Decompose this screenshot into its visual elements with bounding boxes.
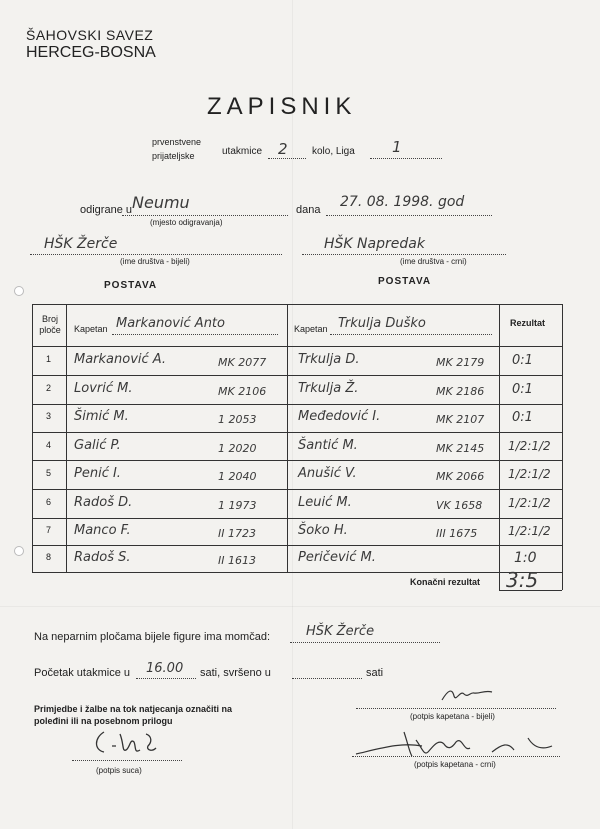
- sati-svrseno-label: sati, svršeno u: [200, 667, 271, 679]
- board-column-header: Broj ploče: [39, 314, 61, 335]
- white-player: Radoš D.: [74, 495, 133, 510]
- board-result: 1:0: [514, 550, 537, 566]
- white-club-caption: (ime društva - bijeli): [120, 257, 190, 266]
- kolo-label: kolo, Liga: [312, 146, 355, 157]
- white-captain-signature: [440, 684, 500, 706]
- referee-signature: [90, 724, 170, 760]
- place-caption: (mjesto odigravanja): [150, 218, 223, 227]
- result-column-header: Rezultat: [510, 318, 546, 328]
- odd-boards-line: [290, 642, 440, 643]
- sati-label: sati: [366, 667, 384, 679]
- white-captain-signature-line: [356, 708, 556, 709]
- place-value: Neumu: [132, 193, 190, 212]
- utakmice-label: utakmice: [222, 146, 263, 157]
- black-player: Trkulja D.: [298, 352, 360, 367]
- board-number: 8: [46, 552, 52, 562]
- black-player: Leuić M.: [298, 495, 352, 510]
- black-rating: III 1675: [436, 527, 478, 540]
- end-time-line: [292, 678, 362, 679]
- org-name-line1: ŠAHOVSKI SAVEZ: [26, 27, 154, 43]
- black-player: Šoko H.: [298, 523, 348, 538]
- match-type-option-b: prijateljske: [152, 151, 195, 161]
- white-rating: MK 2077: [218, 356, 267, 369]
- white-club-line: [30, 254, 282, 255]
- board-result: 0:1: [512, 353, 533, 368]
- white-player: Radoš S.: [74, 550, 131, 565]
- board-number: 3: [46, 411, 52, 421]
- start-time-label: Početak utakmice u: [34, 667, 130, 679]
- black-captain-signature-caption: (potpis kapetana - crni): [414, 760, 496, 769]
- white-player: Markanović A.: [74, 352, 167, 367]
- date-field-line: [326, 215, 492, 216]
- black-player: Šantić M.: [298, 438, 358, 453]
- white-player: Manco F.: [74, 523, 131, 538]
- final-result-value: 3:5: [506, 568, 539, 592]
- postava-left-heading: POSTAVA: [104, 280, 158, 291]
- referee-signature-line: [72, 760, 182, 761]
- white-rating: 1 1973: [218, 499, 257, 512]
- black-player: Trkulja Ž.: [298, 381, 359, 396]
- black-club-line: [302, 254, 506, 255]
- round-field-line: [268, 158, 306, 159]
- black-rating: MK 2066: [436, 470, 485, 483]
- remarks-line2: poleđini ili na posebnom prilogu: [34, 716, 173, 726]
- match-type-option-a: prvenstvene: [152, 137, 202, 147]
- final-result-label: Konačni rezultat: [410, 577, 481, 587]
- black-rating: MK 2107: [436, 413, 485, 426]
- white-player: Penić I.: [74, 466, 121, 481]
- round-value: 2: [278, 140, 288, 158]
- board-result: 1/2:1/2: [508, 439, 551, 453]
- black-club-value: HŠK Napredak: [324, 236, 425, 252]
- black-captain-signature-line: [352, 756, 560, 757]
- black-club-caption: (ime društva - crni): [400, 257, 467, 266]
- place-field-line: [122, 215, 288, 216]
- board-number: 2: [46, 383, 52, 393]
- white-rating: 1 2020: [218, 442, 257, 455]
- league-field-line: [370, 158, 442, 159]
- referee-signature-caption: (potpis suca): [96, 766, 142, 775]
- black-player: Anušić V.: [298, 466, 357, 481]
- board-number: 4: [46, 440, 52, 450]
- board-result: 0:1: [512, 410, 533, 425]
- dana-label: dana: [296, 204, 321, 216]
- board-number: 5: [46, 468, 52, 478]
- white-kapetan-label: Kapetan: [74, 324, 108, 334]
- black-rating: MK 2145: [436, 442, 485, 455]
- board-number: 6: [46, 497, 52, 507]
- black-rating: VK 1658: [436, 499, 483, 512]
- odigrane-label: odigrane u: [80, 204, 132, 216]
- black-player: Peričević M.: [298, 550, 376, 565]
- white-rating: 1 2040: [218, 470, 257, 483]
- black-rating: MK 2179: [436, 356, 485, 369]
- board-result: 0:1: [512, 382, 533, 397]
- board-number: 7: [46, 525, 52, 535]
- black-rating: MK 2186: [436, 385, 485, 398]
- postava-right-heading: POSTAVA: [378, 276, 432, 287]
- board-result: 1/2:1/2: [508, 467, 551, 481]
- org-name-line2: HERCEG-BOSNA: [26, 44, 156, 61]
- white-rating: II 1723: [218, 527, 256, 540]
- league-value: 1: [392, 138, 402, 156]
- black-kapetan-label: Kapetan: [294, 324, 328, 334]
- white-captain-signature-caption: (potpis kapetana - bijeli): [410, 712, 495, 721]
- start-time-value: 16.00: [146, 661, 184, 676]
- punch-hole-top: [14, 286, 24, 296]
- white-player: Šimić M.: [74, 409, 129, 424]
- black-captain-line: [330, 334, 492, 335]
- white-player: Lovrić M.: [74, 381, 133, 396]
- white-club-value: HŠK Žerče: [44, 236, 118, 252]
- start-time-line: [136, 678, 196, 679]
- remarks-line1: Primjedbe i žalbe na tok natjecanja označiti na: [34, 704, 233, 714]
- white-rating: II 1613: [218, 554, 256, 567]
- board-result: 1/2:1/2: [508, 524, 551, 538]
- black-player: Međedović I.: [298, 409, 381, 424]
- paper-fold-horizontal: [0, 606, 600, 607]
- paper-fold-vertical: [292, 0, 293, 829]
- board-number: 1: [46, 354, 52, 364]
- punch-hole-bottom: [14, 546, 24, 556]
- white-captain-line: [112, 334, 278, 335]
- odd-boards-label: Na neparnim pločama bijele figure ima momčad:: [34, 631, 270, 643]
- board-result: 1/2:1/2: [508, 496, 551, 510]
- odd-boards-value: HŠK Žerče: [306, 624, 375, 639]
- white-player: Galić P.: [74, 438, 121, 453]
- white-rating: MK 2106: [218, 385, 267, 398]
- date-value: 27. 08. 1998. god: [340, 194, 465, 210]
- black-captain-name: Trkulja Duško: [338, 316, 426, 331]
- white-captain-name: Markanović Anto: [116, 316, 225, 331]
- page-title: ZAPISNIK: [207, 93, 357, 120]
- white-rating: 1 2053: [218, 413, 257, 426]
